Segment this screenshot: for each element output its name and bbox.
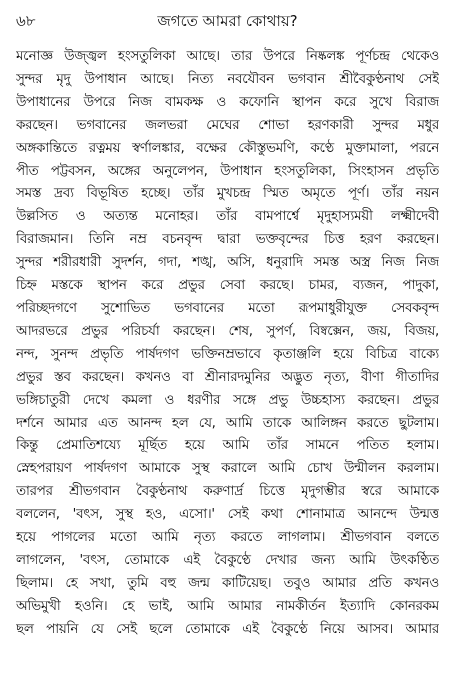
page-header <box>16 6 439 30</box>
text-line: আদরভরে প্রভুর পরিচর্যা করছেন। শেষ, সুপর্ণ, বিষ্বক্সেন, জয়, বিজয়, <box>16 323 439 339</box>
text-line: সুন্দর শরীরধারী সুদর্শন, গদা, শঙ্খ, অসি, ধনুরাদি সমস্ত অস্ত্র নিজ নিজ <box>16 255 439 271</box>
page-number: ৬৮ <box>16 12 36 30</box>
text-line: উপাধানের উপরে নিজ বামকক্ষ ও কফোনি স্থাপন করে সুখে বিরাজ <box>16 94 439 110</box>
text-line: স্নেহপরায়ণ পার্ষদগণ আমাকে সুস্থ করালে আমি চোখ উন্মীলন করলাম। <box>16 461 439 477</box>
text-line: তারপর শ্রীভগবান বৈকুণ্ঠনাথ করুণার্দ্র চিত্তে মৃদুগম্ভীর স্বরে আমাকে <box>16 484 439 500</box>
text-line: লাগলেন, 'বৎস, তোমাকে এই বৈকুণ্ঠে দেখার জন্য আমি উৎকণ্ঠিত <box>16 552 439 568</box>
text-line: ছল পায়নি যে সেই ছলে তোমাকে এই বৈকুণ্ঠে নিয়ে আসব। আমার <box>16 621 439 637</box>
text-line: বললেন, 'বৎস, সুস্থ হও, এসো।' সেই কথা শোনামাত্র আনন্দে উন্মত্ত <box>16 507 439 523</box>
text-line: উল্লসিত ও অত্যন্ত মনোহর। তাঁর বামপার্শ্বে মৃদুহাস্যময়ী লক্ষ্মীদেবী <box>16 209 439 225</box>
text-line: নন্দ, সুনন্দ প্রভৃতি পার্ষদগণ ভক্তিনম্রভাবে কৃতাঞ্জলি হয়ে বিচিত্র বাক্যে <box>16 346 439 362</box>
text-line: দর্শনে আমার এত আনন্দ হল যে, আমি তাকে আলিঙ্গন করতে ছুটলাম। <box>16 415 439 431</box>
running-title: জগতে আমরা কোথায়? <box>157 12 298 30</box>
text-line: অঙ্গকান্তিতে রত্নময় স্বর্ণালঙ্কার, বক্ষের কৌস্তুভমণি, কণ্ঠে মুক্তামালা, পরনে <box>16 140 439 156</box>
text-line: হয়ে পাগলের মতো আমি নৃত্য করতে লাগলাম। শ্রীভগবান বলতে <box>16 530 439 546</box>
text-line: প্রভুর স্তব করছেন। কখনও বা শ্রীনারদমুনির অদ্ভুত নৃত্য, বীণা গীতাদির <box>16 369 439 385</box>
text-line: করছেন। ভগবানের জলভরা মেঘের শোভা হরণকারী সুন্দর মধুর <box>16 117 439 133</box>
text-line: পরিচ্ছদগণে সুশোভিত ভগবানের মতো রূপমাধুরীযুক্ত সেবকবৃন্দ <box>16 300 439 316</box>
text-line: মনোজ্ঞ উজ্জ্বল হংসতুলিকা আছে। তার উপরে নিষ্কলঙ্ক পূর্ণচন্দ্র থেকেও <box>16 49 439 64</box>
text-line: ছিলাম। হে সখা, তুমি বহু জন্ম কাটিয়েছ। তবুও আমার প্রতি কখনও <box>16 575 439 591</box>
text-line: ভঙ্গিচাতুরী দেখে কমলা ও ধরণীর সঙ্গে প্রভু উচ্চহাস্য করছেন। প্রভুর <box>16 392 439 408</box>
text-line: সুন্দর মৃদু উপাধান আছে। নিত্য নবযৌবন ভগবান শ্রীবৈকুণ্ঠনাথ সেই <box>16 71 439 87</box>
text-line: চিহ্ন মস্তকে স্থাপন করে প্রভুর সেবা করছে। চামর, ব্যজন, পাদুকা, <box>16 278 439 294</box>
text-line: অভিমুখী হওনি। হে ভাই, আমি আমার নামকীর্তন ইত্যাদি কোনরকম <box>16 598 439 614</box>
text-line: সমস্ত দ্রব্য বিভূষিত হচ্ছে। তাঁর মুখচন্দ্র স্মিত অমৃতে পূর্ণ। তাঁর নয়ন <box>16 186 439 202</box>
body-text <box>16 46 439 642</box>
text-line: বিরাজমান। তিনি নম্র বচনবৃন্দ দ্বারা ভক্তবৃন্দের চিত্ত হরণ করছেন। <box>16 232 439 248</box>
text-line: পীত পট্টবসন, অঙ্গের অনুলেপন, উপাধান হংসতুলিকা, সিংহাসন প্রভৃতি <box>16 163 439 179</box>
text-line: কিন্তু প্রেমাতিশয্যে মূর্ছিত হয়ে আমি তাঁর সামনে পতিত হলাম। <box>16 438 439 454</box>
